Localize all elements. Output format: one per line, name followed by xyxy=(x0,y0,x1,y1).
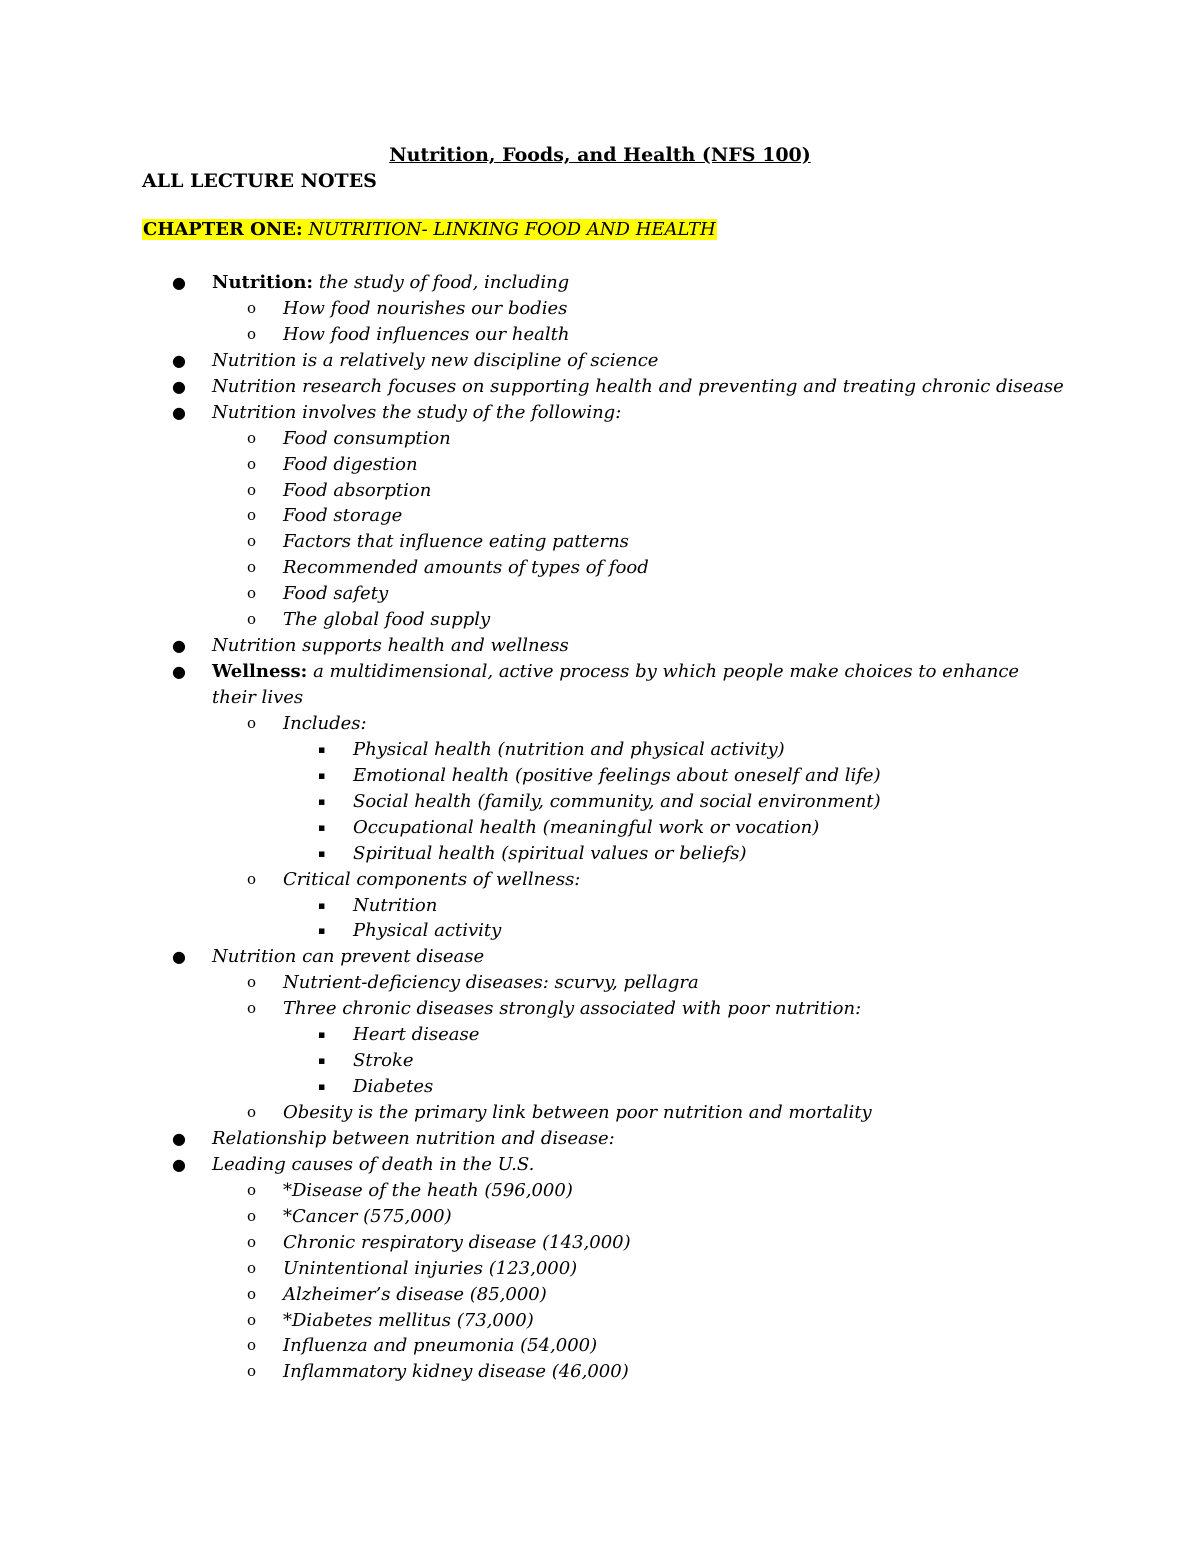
outline-item-level-2 xyxy=(0,1308,1200,1334)
bullet-square-icon: ▪ xyxy=(318,742,326,756)
bullet-circle-icon: o xyxy=(247,973,257,992)
bullet-circle-icon: o xyxy=(247,1180,257,1199)
outline-item-level-2 xyxy=(0,970,1200,996)
outline-item-text xyxy=(283,478,1053,504)
outline-item-level-3 xyxy=(0,918,1200,944)
outline-item-body: Nutrition xyxy=(353,894,438,916)
outline-item-body: Chronic respiratory disease (143,000) xyxy=(283,1231,631,1253)
outline-item-text xyxy=(353,893,1053,919)
outline-item-body: Nutrition involves the study of the following: xyxy=(212,401,622,423)
outline-item-term: Wellness: xyxy=(212,661,308,683)
outline-item-term: Nutrition: xyxy=(212,272,314,293)
outline-item-body: Factors that influence eating patterns xyxy=(283,531,629,553)
chapter-label: CHAPTER ONE: xyxy=(143,219,303,240)
outline-item-level-2 xyxy=(0,322,1200,348)
outline-item-text xyxy=(283,1204,1053,1230)
outline-item-body: Spiritual health (spiritual values or beliefs) xyxy=(353,842,747,864)
bullet-square-icon: ▪ xyxy=(318,846,326,860)
bullet-dot-icon: ● xyxy=(172,376,186,396)
outline-item-body: Critical components of wellness: xyxy=(283,868,581,890)
outline-item-level-3 xyxy=(0,841,1200,867)
outline-item-text xyxy=(283,1230,1053,1256)
bullet-square-icon: ▪ xyxy=(318,1080,326,1094)
outline-item-body: *Diabetes mellitus (73,000) xyxy=(283,1309,534,1331)
outline-item-text xyxy=(283,452,1053,478)
outline-item-body: Three chronic diseases strongly associated with poor nutrition: xyxy=(283,998,862,1020)
outline-item-level-1 xyxy=(0,374,1200,400)
bullet-circle-icon: o xyxy=(247,999,257,1018)
outline-item-level-2 xyxy=(0,1359,1200,1385)
outline-item-body: Stroke xyxy=(353,1050,414,1072)
outline-item-body: Heart disease xyxy=(353,1024,480,1046)
document-subtitle: ALL LECTURE NOTES xyxy=(142,170,377,192)
bullet-square-icon: ▪ xyxy=(318,1028,326,1042)
outline-item-text xyxy=(283,711,1053,737)
outline-item-text xyxy=(353,841,1053,867)
bullet-dot-icon: ● xyxy=(172,402,186,422)
bullet-circle-icon: o xyxy=(247,532,257,551)
bullet-circle-icon: o xyxy=(247,506,257,525)
outline-item-text xyxy=(212,659,1052,711)
bullet-dot-icon: ● xyxy=(172,350,186,370)
outline-item-level-2 xyxy=(0,1204,1200,1230)
bullet-circle-icon: o xyxy=(247,1103,257,1122)
bullet-square-icon: ▪ xyxy=(318,794,326,808)
outline-item-body: Obesity is the primary link between poor nutrition and mortality xyxy=(283,1102,872,1124)
bullet-square-icon: ▪ xyxy=(318,924,326,938)
outline-item-level-1 xyxy=(0,400,1200,426)
outline-item-text xyxy=(353,815,1053,841)
outline-item-body: Physical activity xyxy=(353,920,502,942)
outline-item-level-3 xyxy=(0,893,1200,919)
outline-item-text xyxy=(353,737,1053,763)
outline-item-text xyxy=(283,1178,1053,1204)
outline-item-text xyxy=(212,1126,1052,1152)
outline-item-text xyxy=(353,1022,1053,1048)
outline-item-text xyxy=(283,529,1053,555)
bullet-square-icon: ▪ xyxy=(318,898,326,912)
outline-item-level-2 xyxy=(0,1333,1200,1359)
outline-item-body: a multidimensional, active process by which people make choices to enhance their lives xyxy=(212,661,1020,709)
outline-item-text xyxy=(283,1282,1053,1308)
bullet-square-icon: ▪ xyxy=(318,768,326,782)
bullet-dot-icon: ● xyxy=(172,947,186,967)
outline-item-text xyxy=(283,555,1053,581)
outline-item-body: Food safety xyxy=(283,583,389,605)
outline-item-body: Leading causes of death in the U.S. xyxy=(212,1153,535,1175)
bullet-dot-icon: ● xyxy=(172,636,186,656)
outline-item-body: Physical health (nutrition and physical activity) xyxy=(353,738,785,760)
outline-item-level-1 xyxy=(0,1152,1200,1178)
outline-item-body: Diabetes xyxy=(353,1076,434,1098)
outline-item-level-1 xyxy=(0,348,1200,374)
outline-item-level-1 xyxy=(0,633,1200,659)
outline-item-body: Occupational health (meaningful work or vocation) xyxy=(353,816,820,838)
outline-item-text xyxy=(212,944,1052,970)
bullet-circle-icon: o xyxy=(247,1206,257,1225)
outline-item-level-1 xyxy=(0,944,1200,970)
outline-item-body: Relationship between nutrition and disease: xyxy=(212,1127,615,1149)
outline-item-text xyxy=(212,1152,1052,1178)
outline-item-text xyxy=(212,374,1064,400)
outline-item-level-2 xyxy=(0,1100,1200,1126)
outline-item-body: How food nourishes our bodies xyxy=(283,297,568,319)
bullet-dot-icon: ● xyxy=(172,662,186,682)
bullet-dot-icon: ● xyxy=(172,273,186,292)
outline-item-level-3 xyxy=(0,789,1200,815)
outline-item-text xyxy=(353,763,1053,789)
outline-item-text xyxy=(283,970,1053,996)
bullet-circle-icon: o xyxy=(247,454,257,473)
outline-item-text xyxy=(353,789,1053,815)
outline-item-level-3 xyxy=(0,763,1200,789)
bullet-circle-icon: o xyxy=(247,610,257,629)
outline-item-text xyxy=(283,1359,1053,1385)
outline-item-level-2 xyxy=(0,503,1200,529)
outline-item-body: Food consumption xyxy=(283,427,451,449)
outline-item-body: Unintentional injuries (123,000) xyxy=(283,1257,578,1279)
outline-item-level-2 xyxy=(0,867,1200,893)
outline-item-level-2 xyxy=(0,555,1200,581)
outline-item-level-2 xyxy=(0,1256,1200,1282)
chapter-heading xyxy=(142,219,717,240)
outline-item-text xyxy=(353,1074,1053,1100)
chapter-topic: NUTRITION- LINKING FOOD AND HEALTH xyxy=(308,219,716,240)
bullet-circle-icon: o xyxy=(247,1284,257,1303)
outline-item-text xyxy=(212,270,1052,296)
bullet-dot-icon: ● xyxy=(172,1154,186,1174)
bullet-circle-icon: o xyxy=(247,1336,257,1355)
outline-item-body: Food storage xyxy=(283,505,403,527)
outline-item-body: Emotional health (positive feelings about oneself and life) xyxy=(353,764,881,786)
bullet-square-icon: ▪ xyxy=(318,1054,326,1068)
document-title: Nutrition, Foods, and Health (NFS 100) xyxy=(389,144,811,166)
outline-item-body: Nutrition can prevent disease xyxy=(212,946,485,968)
bullet-circle-icon: o xyxy=(247,869,257,888)
bullet-circle-icon: o xyxy=(247,1310,257,1329)
bullet-circle-icon: o xyxy=(247,298,257,317)
outline-item-body: How food influences our health xyxy=(283,323,570,345)
outline-item-body: Influenza and pneumonia (54,000) xyxy=(283,1335,598,1357)
outline-item-body: the study of food, including xyxy=(318,272,570,293)
bullet-circle-icon: o xyxy=(247,713,257,732)
outline-item-text xyxy=(353,1048,1053,1074)
outline-item-level-1 xyxy=(0,1126,1200,1152)
bullet-circle-icon: o xyxy=(247,1362,257,1381)
outline-item-body: Inflammatory kidney disease (46,000) xyxy=(283,1361,629,1383)
outline-item-body: Nutrition is a relatively new discipline of science xyxy=(212,349,659,371)
bullet-circle-icon: o xyxy=(247,1232,257,1251)
outline-item-level-2 xyxy=(0,478,1200,504)
outline-item-body: Food digestion xyxy=(283,453,418,475)
bullet-circle-icon: o xyxy=(247,584,257,603)
outline-item-level-2 xyxy=(0,1230,1200,1256)
outline-item-level-2 xyxy=(0,1282,1200,1308)
outline-item-level-2 xyxy=(0,607,1200,633)
outline-item-level-1 xyxy=(0,270,1200,296)
outline-item-text xyxy=(283,503,1053,529)
outline-item-text xyxy=(212,633,1052,659)
outline-item-body: *Cancer (575,000) xyxy=(283,1205,452,1227)
bullet-circle-icon: o xyxy=(247,324,257,343)
outline-item-level-2 xyxy=(0,581,1200,607)
outline-item-body: Recommended amounts of types of food xyxy=(283,557,649,579)
outline-item-body: Nutrient-deficiency diseases: scurvy, pellagra xyxy=(283,972,699,994)
outline-item-level-3 xyxy=(0,1048,1200,1074)
outline-item-text xyxy=(283,426,1053,452)
outline-item-text xyxy=(283,1100,1053,1126)
outline-item-level-2 xyxy=(0,296,1200,322)
outline-item-body: Nutrition supports health and wellness xyxy=(212,635,569,657)
outline-item-level-3 xyxy=(0,815,1200,841)
outline-item-level-3 xyxy=(0,737,1200,763)
outline-item-body: Nutrition research focuses on supporting health and preventing and treating chronic disease xyxy=(212,375,1064,397)
outline-item-level-2 xyxy=(0,996,1200,1022)
bullet-dot-icon: ● xyxy=(172,1128,186,1148)
outline-item-text xyxy=(283,581,1053,607)
outline-item-level-2 xyxy=(0,711,1200,737)
outline-item-text xyxy=(353,918,1053,944)
outline-item-body: The global food supply xyxy=(283,609,491,631)
outline-item-level-2 xyxy=(0,1178,1200,1204)
outline-item-text xyxy=(283,322,1053,348)
outline-item-text xyxy=(283,1333,1053,1359)
outline-item-level-2 xyxy=(0,452,1200,478)
outline-item-body: *Disease of the heath (596,000) xyxy=(283,1179,573,1201)
outline-item-body: Alzheimer’s disease (85,000) xyxy=(283,1283,547,1305)
outline-item-text xyxy=(283,1308,1053,1334)
outline-item-text xyxy=(212,348,1052,374)
bullet-circle-icon: o xyxy=(247,1258,257,1277)
outline-item-text xyxy=(283,996,1053,1022)
bullet-square-icon: ▪ xyxy=(318,820,326,834)
outline-item-level-2 xyxy=(0,426,1200,452)
outline-item-level-2 xyxy=(0,529,1200,555)
bullet-circle-icon: o xyxy=(247,480,257,499)
notes-outline xyxy=(0,270,1200,1385)
outline-item-level-1 xyxy=(0,659,1200,711)
outline-item-body: Social health (family, community, and social environment) xyxy=(353,790,881,812)
outline-item-text xyxy=(212,400,1052,426)
outline-item-level-3 xyxy=(0,1022,1200,1048)
bullet-circle-icon: o xyxy=(247,558,257,577)
outline-item-body: Includes: xyxy=(283,712,367,734)
outline-item-text xyxy=(283,1256,1053,1282)
outline-item-text xyxy=(283,867,1053,893)
outline-item-text xyxy=(283,296,1053,322)
outline-item-body: Food absorption xyxy=(283,479,432,501)
outline-item-text xyxy=(283,607,1053,633)
bullet-circle-icon: o xyxy=(247,428,257,447)
outline-item-level-3 xyxy=(0,1074,1200,1100)
